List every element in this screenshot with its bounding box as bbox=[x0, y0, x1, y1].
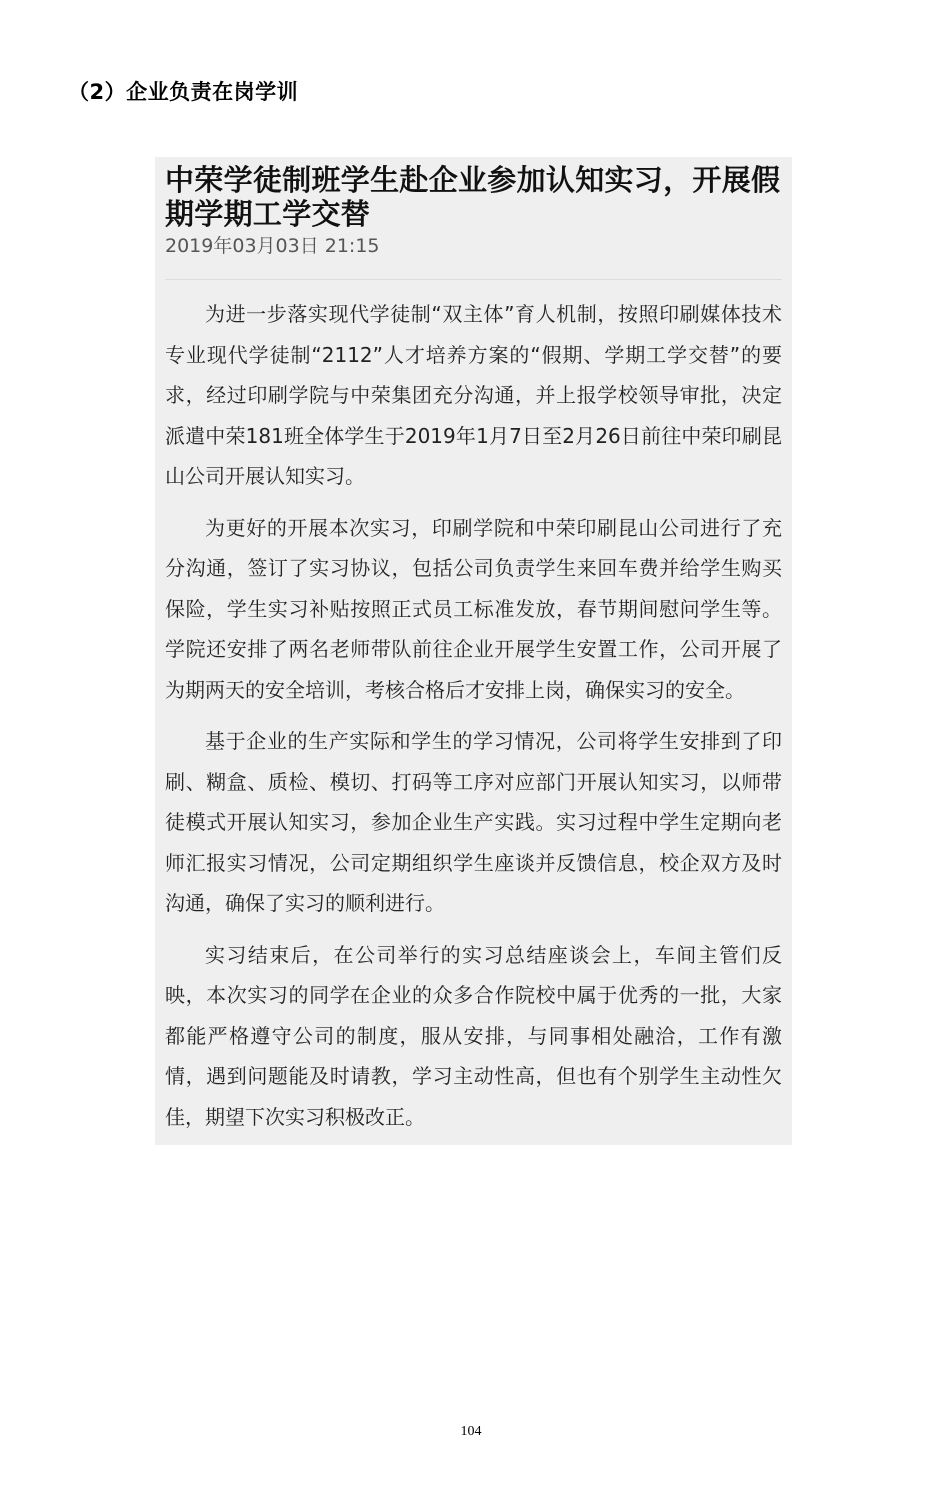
article-paragraph: 为更好的开展本次实习，印刷学院和中荣印刷昆山公司进行了充分沟通，签订了实习协议，包括公司负责学生来回车费并给学生购买保险，学生实习补贴按照正式员工标准发放，春节期间慰问学生等。学院还安排了两名老师带队前往企业开展学生安置工作，公司开展了为期两天的安全培训，考核合格后才安排上岗，确保实习的安全。 bbox=[165, 515, 782, 702]
page-number: 104 bbox=[460, 1424, 482, 1439]
article-body bbox=[165, 294, 782, 1137]
article-date: 2019年03月03日 21:15 bbox=[165, 235, 380, 257]
article-paragraph: 为进一步落实现代学徒制“双主体”育人机制，按照印刷媒体技术专业现代学徒制“2112”人才培养方案的“假期、学期工学交替”的要求，经过印刷学院与中荣集团充分沟通，并上报学校领导审批，决定派遣中荣181班全体学生于2019年1月7日至2月26日前往中荣印刷昆山公司开展认知实习。 bbox=[165, 302, 782, 488]
article-screenshot bbox=[155, 157, 792, 1145]
article-paragraph: 实习结束后，在公司举行的实习总结座谈会上，车间主管们反映，本次实习的同学在企业的众多合作院校中属于优秀的一批，大家都能严格遵守公司的制度，服从安排，与同事相处融洽，工作有激情，遇到问题能及时请教，学习主动性高，但也有个别学生主动性欠佳，期望下次实习积极改正。 bbox=[165, 942, 782, 1129]
article-paragraph: 基于企业的生产实际和学生的学习情况，公司将学生安排到了印刷、糊盒、质检、模切、打码等工序对应部门开展认知实习，以师带徒模式开展认知实习，参加企业生产实践。实习过程中学生定期向老师汇报实习情况，公司定期组织学生座谈并反馈信息，校企双方及时沟通，确保了实习的顺利进行。 bbox=[165, 729, 782, 915]
divider bbox=[165, 279, 782, 280]
article-title: 中荣学徒制班学生赴企业参加认知实习，开展假期学期工学交替 bbox=[165, 163, 781, 231]
section-heading: （2）企业负责在岗学训 bbox=[68, 80, 299, 104]
